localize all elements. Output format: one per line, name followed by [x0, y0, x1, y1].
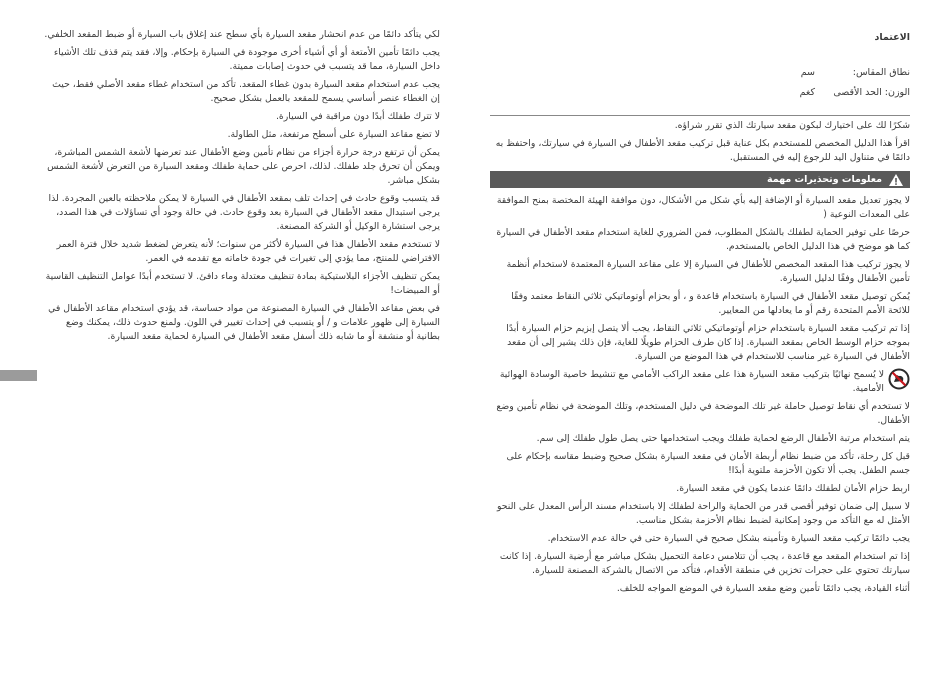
- warning-item: اربط حزام الأمان لطفلك دائمًا عندما يكون في مقعد السيارة.: [676, 483, 910, 494]
- paragraph: يجب عدم استخدام مقعد السيارة بدون غطاء المقعد. تأكد من استخدام غطاء مقعد الأصلي فقط، حيث إن الغطاء عنصر أساسي يسمح للمقعد بالعمل بشكل صحيح.: [52, 79, 440, 104]
- banner-title: معلومات وتحذيرات مهمة: [766, 174, 882, 185]
- warning-item: إذا تم استخدام المقعد مع قاعدة ، يجب أن تتلامس دعامة التحميل بشكل مباشر مع أرضية السيارة. إذا كانت سيارتك تحتوي على حجرات تخزين في منطقة الأقدام، فتأكد من الاتصال بالشركة المصنعة للسيارة.: [499, 551, 910, 576]
- paragraph: يمكن أن ترتفع درجة حرارة أجزاء من نظام تأمين وضع الأطفال عند تعرضها لأشعة الشمس المباشرة، ويمكن أن تحرق جلد طفلك. لذلك، احرص على حماية طفلك ومقعد السيارة من التعرض لأشعة الشمس بشكل مباشر.: [47, 147, 440, 186]
- warning-item: قبل كل رحلة، تأكد من ضبط نظام أربطة الأمان في مقعد السيارة بشكل صحيح وضبط مقاسه بإحكام على جسم الطفل. يجب ألا تكون الأحزمة ملتوية أبدًا!: [506, 451, 910, 476]
- spec-label: نطاق المقاس:: [852, 67, 910, 78]
- paragraph: يمكن تنظيف الأجزاء البلاستيكية بمادة تنظيف معتدلة وماء دافئ. لا تستخدم أبدًا عوامل التنظيف القاسية أو المبيضات!: [45, 271, 440, 296]
- spec-max-weight: [490, 83, 910, 103]
- paragraph: لا تضع مقاعد السيارة على أسطح مرتفعة، مثل الطاولة.: [227, 129, 440, 140]
- spec-value: سم: [800, 67, 815, 78]
- spec-label: الوزن: الحد الأقصى: [833, 87, 910, 98]
- left-column: [40, 28, 440, 348]
- spec-list: [490, 63, 910, 103]
- warnings-banner: [490, 171, 910, 188]
- intro-thanks: شكرًا لك على اختيارك لبكون مقعد سيارتك الذي تقرر شراؤه.: [674, 120, 910, 131]
- paragraph: يجب دائمًا تأمين الأمتعة أو أي أشياء أخرى موجودة في السيارة بإحكام. وإلا، فقد يتم قذف تلك الأشياء داخل السيارة، مما قد يتسبب في حدوث إصابات مميتة.: [53, 47, 440, 72]
- warning-item: لا سبيل إلى ضمان توفير أقصى قدر من الحماية والراحة لطفلك إلا باستخدام مسند الرأس المعدل على النحو الأمثل له مع التأكد من وجود إمكانية لضبط نظام الأحزمة بشكل مناسب.: [496, 501, 910, 526]
- right-column: [490, 28, 910, 600]
- warning-triangle-icon: [888, 173, 904, 187]
- warning-item: لا يجوز تركيب هذا المقعد المخصص للأطفال في السيارة إلا على مقاعد السيارة المعتمدة لاستخدام أنظمة تأمين الأطفال وفقًا لدليل السيارة.: [506, 259, 910, 284]
- no-airbag-icon: [888, 368, 910, 390]
- warning-item: يُمكن توصيل مقعد الأطفال في السيارة باستخدام قاعدة و ، أو بحزام أوتوماتيكي ثلاثي النقاط معتمد وفقًا للائحة الأمم المتحدة رقم أو ما يعادلها من المعايير.: [511, 291, 910, 316]
- paragraph: لكي يتأكد دائمًا من عدم انحشار مقعد السيارة بأي سطح عند إغلاق باب السيارة أو ضبط المقعد الخلفي.: [44, 29, 440, 40]
- paragraph: قد يتسبب وقوع حادث في إحداث تلف بمقعد الأطفال في السيارة لا يمكن ملاحظته بالعين المجردة. لذا يرجى استبدال مقعد الأطفال في السيارة بعد وقوع حادث. في حالة وجود أي تساؤلات في هذا الصدد، يرجى استشارة الوكيل أو الشركة المصنعة.: [48, 193, 440, 232]
- intro-read-manual: اقرأ هذا الدليل المخصص للمستخدم بكل عناية قبل تركيب مقعد الأطفال في السيارة في سيارتك، واحتفظ به دائمًا في متناول اليد للرجوع إليه في المستقبل.: [495, 138, 910, 163]
- warning-item: إذا تم تركيب مقعد السيارة باستخدام حزام أوتوماتيكي ثلاثي النقاط، يجب ألا يتصل إبزيم حزام السيارة أبدًا بموجه حزام الوسط الخاص بمقعد السيارة. إذا كان طرف الحزام طويلًا للغاية، فإن ذلك يشير إلى أن مقعد الأطفال في السيارة غير مناسب للاستخدام في هذا الموضع من السيارة.: [506, 323, 910, 362]
- paragraph: في بعض مقاعد الأطفال في السيارة المصنوعة من مواد حساسة، قد يؤدي استخدام مقاعد الأطفال في السيارة إلى ظهور علامات و / أو يتسبب في إحداث تغيير في اللون. ولمنع حدوث ذلك، يمكنك وضع بطانية أو منشفة أو ما شابه ذلك أسفل مقعد الأطفال في السيارة لحماية مقعد السيارة.: [48, 303, 440, 342]
- warning-item: يتم استخدام مرتبة الأطفال الرضع لحماية طفلك ويجب استخدامها حتى يصل طول طفلك إلى سم.: [536, 433, 910, 444]
- warning-item: حرصًا على توفير الحماية لطفلك بالشكل المطلوب، فمن الضروري للغاية استخدام مقعد الأطفال في السيارة كما هو موضح في هذا الدليل الخاص بالمستخدم.: [496, 227, 910, 252]
- warning-item-airbag: [490, 368, 910, 400]
- warning-item: لا يجوز تعديل مقعد السيارة أو الإضافة إليه بأي شكل من الأشكال، دون موافقة الهيئة المختصة بمنح الموافقة على المعدات النوعية (: [496, 195, 910, 220]
- approval-heading: الاعتماد: [874, 32, 910, 43]
- warning-item: لا تستخدم أي نقاط توصيل حاملة غير تلك الموضحة في دليل المستخدم، وتلك الموضحة في نظام تأمين وضع الأطفال.: [496, 401, 910, 426]
- divider-line: [490, 115, 910, 116]
- paragraph: لا تستخدم مقعد الأطفال هذا في السيارة لأكثر من سنوات؛ لأنه يتعرض لضغط شديد خلال فترة العمر الافتراضي للمنتج، مما يؤدي إلى تغيرات في جودة خاماته مع تقدمه في العمر.: [56, 239, 440, 264]
- warning-text: لا يُسمح نهائيًا بتركيب مقعد السيارة هذا على مقعد الراكب الأمامي مع تنشيط خاصية الوسادة الهوائية الأمامية.: [499, 369, 884, 394]
- spec-value: كغم: [799, 87, 815, 98]
- spec-size-range: [490, 63, 910, 83]
- warning-item: يجب دائمًا تركيب مقعد السيارة وتأمينه بشكل صحيح في السيارة حتى في حالة عدم الاستخدام.: [547, 533, 910, 544]
- warning-item: أثناء القيادة، يجب دائمًا تأمين وضع مقعد السيارة في الموضع المواجه للخلف.: [616, 583, 910, 594]
- paragraph: لا تترك طفلك أبدًا دون مراقبة في السيارة.: [275, 111, 440, 122]
- page-edge-tab: [0, 370, 37, 381]
